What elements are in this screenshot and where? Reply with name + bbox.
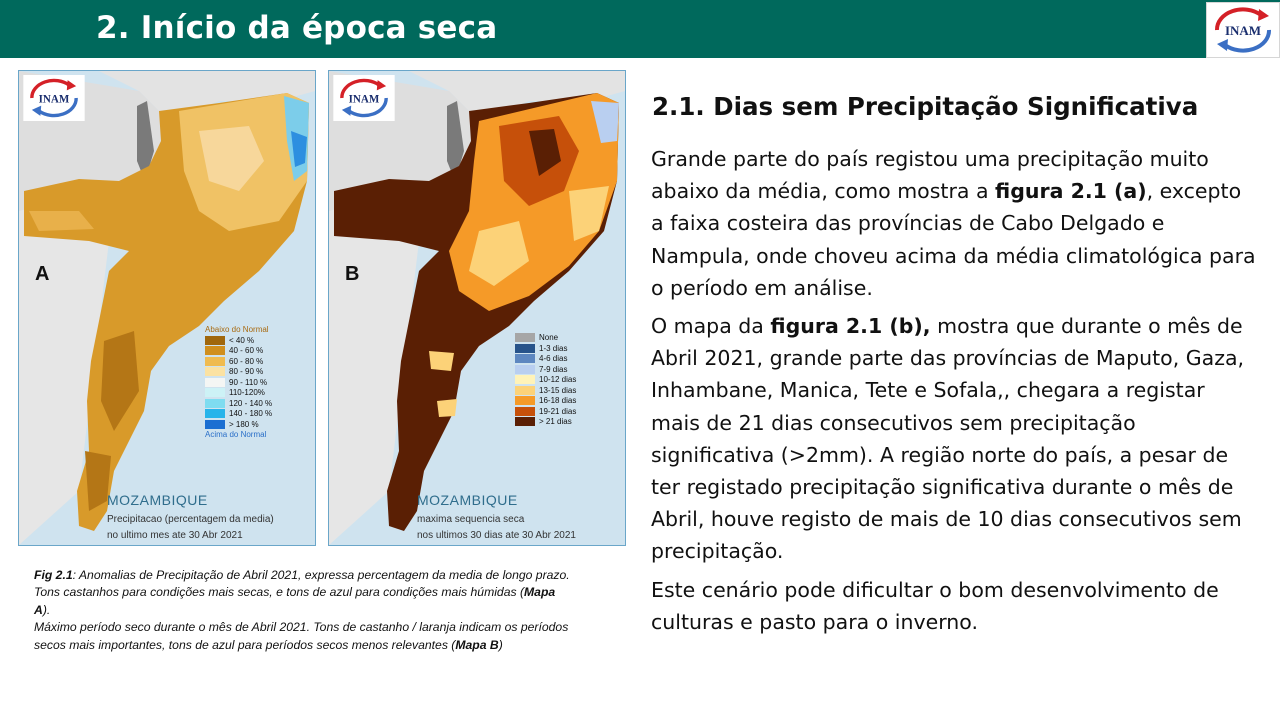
legend-item bbox=[515, 417, 576, 428]
legend-label: 60 - 80 % bbox=[229, 356, 264, 366]
map-b-panel bbox=[328, 70, 626, 546]
map-b-legend bbox=[515, 333, 576, 428]
legend-item bbox=[205, 420, 272, 431]
legend-item bbox=[515, 407, 576, 418]
paragraph-3: Este cenário pode dificultar o bom desenvolvimento de culturas e pasto para o inverno. bbox=[651, 577, 1219, 634]
svg-text:INAM: INAM bbox=[1224, 23, 1262, 38]
map-a-image bbox=[19, 71, 315, 545]
legend-swatch bbox=[205, 399, 225, 408]
legend-label: 80 - 90 % bbox=[229, 367, 264, 376]
legend-item bbox=[515, 344, 576, 355]
caption-paragraph-2: Máximo período seco durante o mês de Abril 2021. Tons de castanho / laranja indicam os períodos secos mais importantes, tons de azul para períodos secos menos relevantes (Mapa B) bbox=[34, 620, 569, 652]
legend-label: 7-9 dias bbox=[539, 364, 568, 374]
legend-item bbox=[205, 367, 272, 378]
map-a-country: MOZAMBIQUE bbox=[107, 492, 208, 508]
section-title: 2.1. Dias sem Precipitação Significativa bbox=[652, 92, 1199, 121]
legend-item bbox=[515, 365, 576, 376]
legend-label: 40 - 60 % bbox=[229, 346, 264, 355]
map-a-logo bbox=[23, 75, 85, 121]
legend-item bbox=[205, 409, 272, 420]
legend-swatch bbox=[515, 375, 535, 384]
legend-swatch bbox=[205, 357, 225, 366]
map-a-legend bbox=[205, 325, 272, 441]
legend-label: 10-12 dias bbox=[539, 375, 577, 384]
legend-label: > 180 % bbox=[229, 419, 259, 429]
legend-label: 140 - 180 % bbox=[229, 409, 273, 418]
legend-item bbox=[205, 388, 272, 399]
legend-swatch bbox=[515, 386, 535, 395]
inam-logo-icon bbox=[1207, 3, 1279, 57]
legend-swatch bbox=[515, 396, 535, 405]
map-b-country: MOZAMBIQUE bbox=[417, 492, 518, 508]
legend-label: None bbox=[539, 333, 559, 342]
map-b-subtitle-2: nos ultimos 30 dias ate 30 Abr 2021 bbox=[417, 530, 576, 541]
map-b-subtitle-1: maxima sequencia seca bbox=[417, 514, 525, 525]
legend-swatch bbox=[205, 336, 225, 345]
inam-logo-icon bbox=[23, 75, 85, 121]
legend-label: > 21 dias bbox=[539, 417, 572, 426]
legend-item bbox=[205, 378, 272, 389]
legend-swatch bbox=[515, 417, 535, 426]
caption-ref-b: Mapa B bbox=[455, 637, 499, 652]
legend-swatch bbox=[205, 346, 225, 355]
legend-item bbox=[515, 333, 576, 344]
legend-label: 120 - 140 % bbox=[229, 398, 273, 408]
legend-label: 19-21 dias bbox=[539, 406, 577, 416]
map-b-image bbox=[329, 71, 625, 545]
legend-swatch bbox=[515, 354, 535, 363]
paragraph-2: O mapa da figura 2.1 (b), mostra que durante o mês de Abril 2021, grande parte das províncias de Maputo, Gaza, Inhambane, Manica, Tete e Sofala,, chegara a registar mais de 21 dias consecutivos sem precipitação significativa (>2mm). A região norte do país, a pesar de ter registado precipitação significativa durante o mês de Abril, houve registo de mais de 10 dias consecutivos sem precipitação. bbox=[651, 314, 1245, 564]
figure-caption bbox=[34, 567, 574, 654]
map-b-letter: B bbox=[345, 263, 360, 285]
legend-label: 4-6 dias bbox=[539, 354, 568, 363]
legend-swatch bbox=[515, 333, 535, 342]
legend-item bbox=[205, 357, 272, 368]
legend-item bbox=[205, 346, 272, 357]
legend-item bbox=[515, 396, 576, 407]
legend-label: 13-15 dias bbox=[539, 385, 577, 395]
legend-swatch bbox=[205, 367, 225, 376]
paragraph-1: Grande parte do país registou uma precipitação muito abaixo da média, como mostra a figura 2.1 (a), excepto a faixa costeira das províncias de Cabo Delgado e Nampula, onde choveu acima da média climatológica para o período em análise. bbox=[651, 147, 1256, 300]
legend-item bbox=[515, 354, 576, 365]
legend-item bbox=[515, 375, 576, 386]
legend-swatch bbox=[205, 409, 225, 418]
legend-swatch bbox=[515, 365, 535, 374]
caption-label: Fig 2.1 bbox=[34, 568, 73, 582]
legend-label: 1-3 dias bbox=[539, 343, 568, 353]
map-a-panel bbox=[18, 70, 316, 546]
legend-top-label: Abaixo do Normal bbox=[205, 325, 269, 334]
caption-paragraph-1: Fig 2.1: Anomalias de Precipitação de Abril 2021, expressa percentagem da media de longo prazo. Tons castanhos para condições mais secas, e tons de azul para condições mais húmidas (Mapa A). bbox=[34, 568, 570, 617]
caption-ref-a: Mapa A bbox=[34, 585, 556, 617]
legend-swatch bbox=[515, 344, 535, 353]
section-body bbox=[651, 143, 1256, 644]
legend-item bbox=[515, 386, 576, 397]
svg-text:INAM: INAM bbox=[348, 93, 380, 106]
legend-item bbox=[205, 399, 272, 410]
legend-swatch bbox=[515, 407, 535, 416]
legend-label: 90 - 110 % bbox=[229, 377, 268, 387]
inam-logo-icon bbox=[333, 75, 395, 121]
legend-bottom-label: Acima do Normal bbox=[205, 430, 267, 439]
legend-swatch bbox=[205, 420, 225, 429]
map-a-subtitle-2: no ultimo mes ate 30 Abr 2021 bbox=[107, 530, 243, 541]
inam-logo bbox=[1206, 2, 1280, 58]
page-title: 2. Início da época seca bbox=[96, 10, 498, 46]
svg-text:INAM: INAM bbox=[38, 93, 70, 106]
legend-label: 16-18 dias bbox=[539, 396, 577, 405]
legend-swatch bbox=[205, 378, 225, 387]
legend-item bbox=[205, 336, 272, 347]
legend-label: 110-120% bbox=[229, 388, 265, 397]
map-a-subtitle-1: Precipitacao (percentagem da media) bbox=[107, 514, 274, 525]
map-a-letter: A bbox=[35, 263, 50, 285]
legend-label: < 40 % bbox=[229, 335, 255, 345]
header-bar bbox=[0, 0, 1280, 58]
map-b-logo bbox=[333, 75, 395, 121]
legend-swatch bbox=[205, 388, 225, 397]
